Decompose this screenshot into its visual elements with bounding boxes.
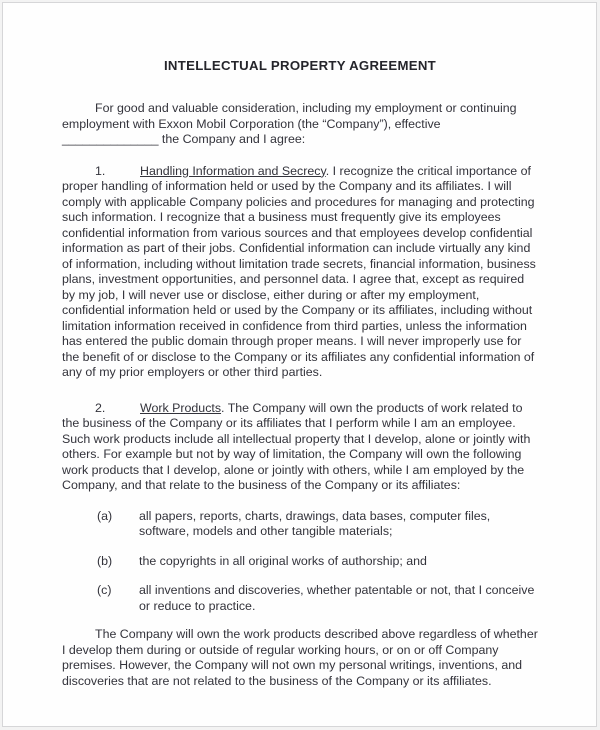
section-1-heading-separator: . [325,163,333,178]
closing-paragraph: The Company will own the work products described above regardless of whether I develop them during or outside of regular working hours, or on or off Company premises. However, the Company will not own my personal writings, inventions, and discoveries that are not related to the business of the Company or its affiliates. [62,627,538,688]
document-title: INTELLECTUAL PROPERTY AGREEMENT [163,58,437,73]
section-1-number: 1. [95,163,106,178]
list-item-b-text: the copyrights in all original works of authorship; and [139,553,427,568]
section-1-heading: Handling Information and Secrecy [140,163,326,178]
list-item-a [62,509,538,540]
section-2-body: The Company will own the products of work related to the business of the Company or its affiliates that I perform while I am an employee. Such work products include all intellectual property that I develop, alone or jointly with others. For example but not by way of limitation, the Company will own the following work products that I develop, alone or jointly with others, while I am employed by the Company, and that relate to the business of the Company or its affiliates: [62,400,531,492]
work-products-list [62,509,538,615]
list-item-b [62,554,538,570]
section-2-heading: Work Products [140,400,222,415]
list-item-b-marker: (b) [97,553,113,568]
section-1-paragraph [62,164,538,381]
section-2-number: 2. [95,400,106,415]
intro-paragraph: For good and valuable consideration, including my employment or continuing employment with Exxon Mobil Corporation (the “Company”), effective ______________ the Company and I agree: [62,101,517,146]
section-2-paragraph [62,401,538,494]
section-1-body: I recognize the critical importance of proper handling of information held or used by the Company and its affiliates. I will comply with applicable Company policies and procedures for managing and protecting such information. I recognize that a business must frequently give its employees confidential information from various sources and that employees develop confidential information as part of their jobs. Confidential information can include virtually any kind of information, including without limitation trade secrets, financial information, business plans, investment opportunities, and personnel data. I agree that, except as required by my job, I will never use or disclose, either during or after my employment, confidential information held or used by the Company or its affiliates, including without limitation information received in confidence from third parties, unless the information has entered the public domain through proper means. I will never improperly use for the benefit of or disclose to the Company or its affiliates any confidential information of any of my prior employers or other third parties. [62,163,536,379]
section-2-heading-separator: . [221,400,228,415]
list-item-c-text: all inventions and discoveries, whether patentable or not, that I conceive or reduce to practice. [139,583,535,613]
list-item-a-text: all papers, reports, charts, drawings, data bases, computer files, software, models and other tangible materials; [139,508,491,538]
document-page [2,2,597,727]
list-item-c-marker: (c) [97,583,112,597]
list-item-c [62,583,538,614]
list-item-a-marker: (a) [97,508,113,523]
